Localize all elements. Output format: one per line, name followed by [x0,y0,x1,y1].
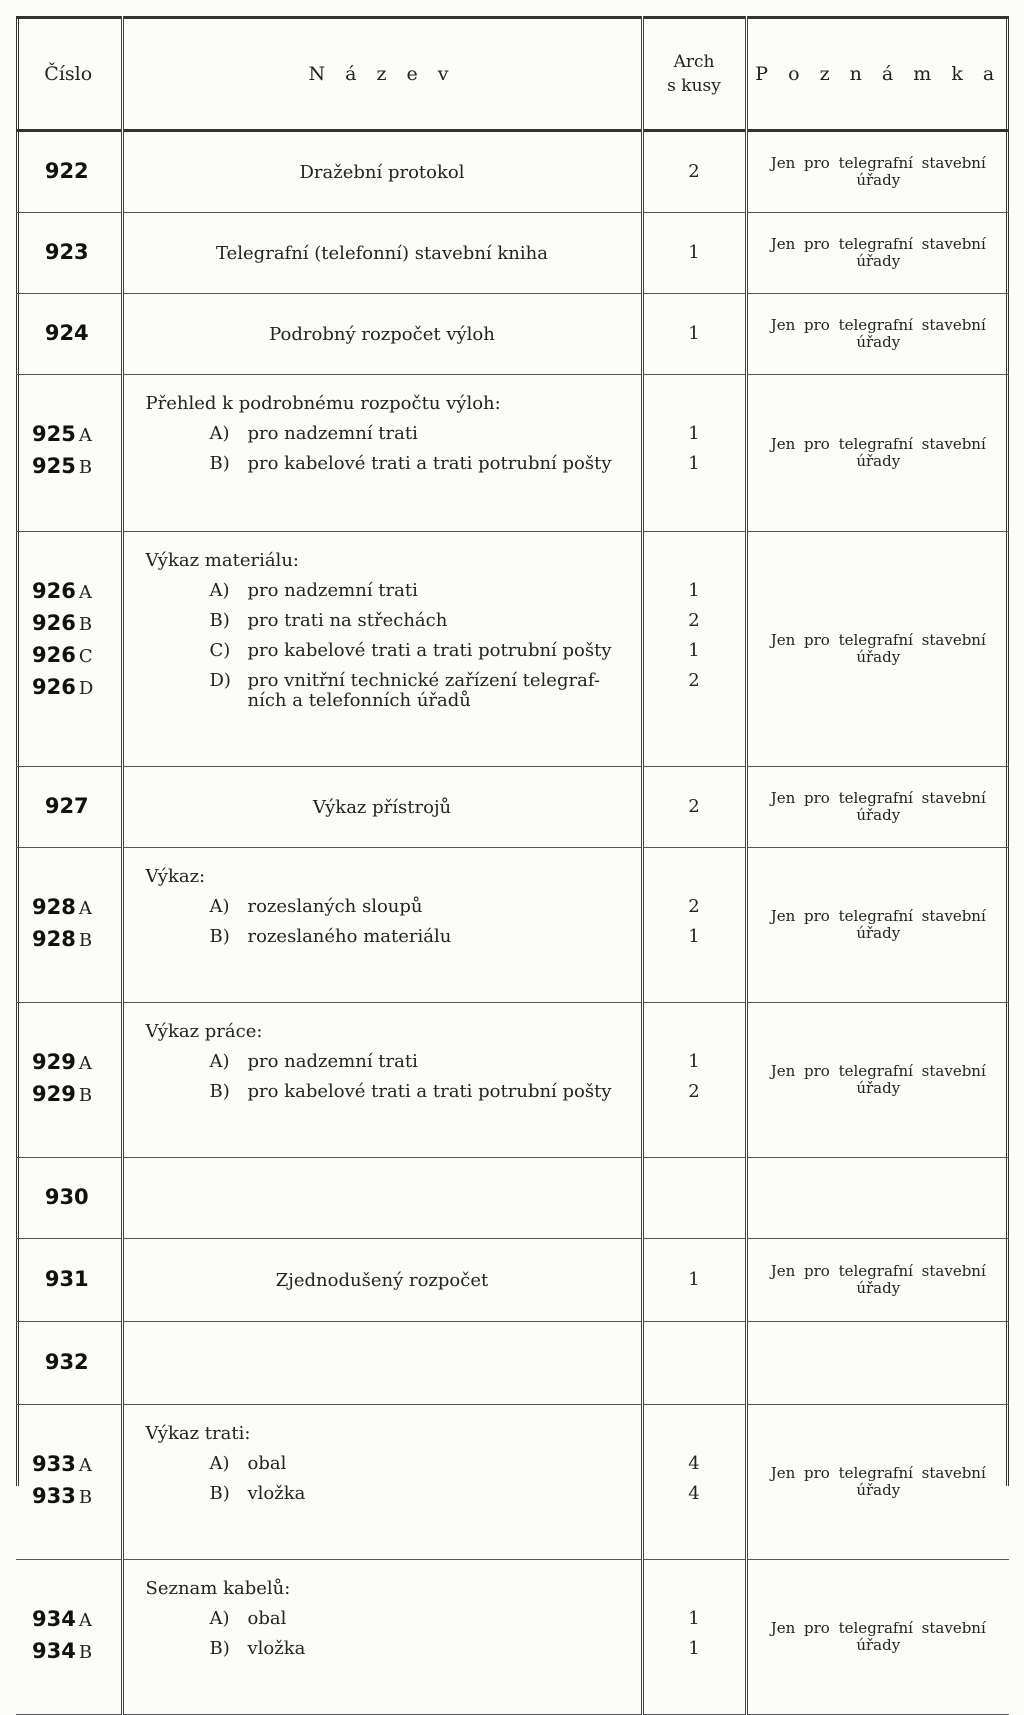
arch-count: 2 [688,161,700,182]
sub-item-text: pro kabelové trati a trati potrubní pošty [247,453,612,474]
form-suffix: A [78,1455,92,1476]
arch-count: 1 [688,580,700,601]
form-code [32,924,121,956]
arch-count-cell [642,532,746,767]
form-code [16,1264,121,1296]
form-number: 929 [32,1082,76,1106]
note-text: Jen pro telegrafní stavební úřady [770,1262,986,1297]
arch-count: 1 [688,1269,700,1290]
note-cell [746,375,1009,532]
note-cell [746,1003,1009,1158]
header-nazev: N á z e v [122,18,642,131]
arch-count: 1 [688,640,700,661]
form-number: 927 [44,794,89,818]
sub-item-text: pro trati na střechách [247,610,448,631]
form-suffix: D [78,678,94,699]
sub-item-label: B) [209,1638,230,1659]
form-number-cell [16,131,122,213]
sub-item [146,576,641,606]
arch-count: 2 [688,670,700,691]
table-row [16,1158,1009,1239]
arch-count: 4 [688,1453,700,1474]
form-name-cell [122,767,642,848]
sub-item-text: obal [247,1608,287,1629]
form-number-cell [16,767,122,848]
arch-count-cell [642,1322,746,1405]
form-code [32,1636,121,1668]
form-number: 934 [32,1607,76,1631]
arch-count-cell [642,131,746,213]
table-row [16,294,1009,375]
form-suffix: A [78,1610,92,1631]
sub-item [146,1604,641,1634]
arch-count-cell [642,375,746,532]
form-number: 933 [32,1484,76,1508]
table-body [16,131,1009,1715]
sub-item [146,892,641,922]
sub-item-label: A) [209,580,230,601]
form-name-cell [122,213,642,294]
form-number: 934 [32,1639,76,1663]
form-name-cell [122,1158,642,1239]
note-cell [746,848,1009,1003]
form-number: 929 [32,1050,76,1074]
arch-count-cell [642,1405,746,1560]
arch-count: 1 [688,242,700,263]
form-code [16,1347,121,1379]
form-suffix: B [78,1487,93,1508]
arch-count-cell [642,848,746,1003]
note-cell [746,1322,1009,1405]
sub-item-text: pro nadzemní trati [247,423,418,444]
sub-item [146,1077,641,1107]
note-cell [746,131,1009,213]
arch-count: 1 [688,323,700,344]
note-cell [746,294,1009,375]
note-text: Jen pro telegrafní stavební úřady [770,1619,986,1654]
form-suffix: B [78,457,93,478]
header-arch-line1: Arch [673,52,715,72]
arch-count: 1 [688,453,700,474]
sub-item-continuation: ních a telefonních úřadů [247,690,471,711]
form-number: 925 [32,422,76,446]
form-code [32,1079,121,1111]
form-name-cell [122,131,642,213]
sub-item [146,1634,641,1664]
sub-item-text: pro nadzemní trati [247,1051,418,1072]
form-code [32,1047,121,1079]
note-text: Jen pro telegrafní stavební úřady [770,631,986,666]
arch-count: 1 [688,926,700,947]
group-title: Výkaz trati: [145,1423,251,1444]
arch-count-cell [642,1003,746,1158]
form-code [16,1182,121,1214]
sub-item [146,419,641,449]
form-code [32,892,121,924]
sub-item-text: rozeslaného materiálu [247,926,452,947]
note-cell [746,1158,1009,1239]
arch-count-cell [642,294,746,375]
arch-count: 1 [688,1608,700,1629]
form-suffix: A [78,1053,92,1074]
note-cell [746,1560,1009,1715]
arch-count: 1 [688,1638,700,1659]
sub-item-label: C) [209,640,231,661]
table-row [16,213,1009,294]
form-code [32,451,121,483]
form-number-cell [16,213,122,294]
sub-item-label: A) [209,1453,230,1474]
sub-item-text: pro nadzemní trati [247,580,418,601]
form-suffix: A [78,582,92,603]
note-text: Jen pro telegrafní stavební úřady [770,1062,986,1097]
sub-item-text: vložka [247,1638,306,1659]
sub-item [146,636,641,666]
sub-item-text: rozeslaných sloupů [247,896,423,917]
arch-count: 1 [688,1051,700,1072]
form-code [16,156,121,188]
sub-item-label: B) [209,1483,230,1504]
sub-item-label: B) [209,610,230,631]
form-number: 933 [32,1452,76,1476]
form-name-cell [122,1405,642,1560]
form-title: Podrobný rozpočet výloh [269,323,495,345]
arch-count: 2 [688,610,700,631]
form-number-cell [16,532,122,767]
form-name-cell [122,1560,642,1715]
sub-item [146,1449,641,1479]
form-number-cell [16,1003,122,1158]
form-number: 922 [44,159,89,183]
form-suffix: B [78,1642,93,1663]
form-number: 926 [32,675,76,699]
table-row [16,767,1009,848]
form-number: 926 [32,579,76,603]
form-number: 925 [32,454,76,478]
form-number: 923 [44,240,89,264]
group-title: Seznam kabelů: [145,1578,291,1599]
arch-count: 2 [688,796,700,817]
group-title: Výkaz: [145,866,206,887]
note-text: Jen pro telegrafní stavební úřady [770,235,986,270]
sub-item-text: vložka [247,1483,306,1504]
group-title: Výkaz materiálu: [145,550,299,571]
arch-count-cell [642,1158,746,1239]
form-code [32,608,121,640]
form-number: 924 [44,321,89,345]
form-suffix: A [78,425,92,446]
form-number: 932 [44,1350,89,1374]
form-code [32,1481,121,1513]
arch-count: 4 [688,1483,700,1504]
sub-item-text: obal [247,1453,287,1474]
form-code [32,640,121,672]
form-code [32,576,121,608]
form-title: Výkaz přístrojů [312,796,452,818]
table-row [16,1322,1009,1405]
header-poznamka: P o z n á m k a [746,18,1009,131]
form-title: Zjednodušený rozpočet [275,1269,489,1291]
form-title: Dražební protokol [299,161,465,183]
arch-count-cell [642,1560,746,1715]
form-number-cell [16,1158,122,1239]
form-code [32,419,121,451]
sub-item [146,449,641,479]
form-number: 928 [32,895,76,919]
header-cislo: Číslo [16,18,122,131]
note-cell [746,1405,1009,1560]
form-name-cell [122,848,642,1003]
sub-item-label: A) [209,1608,230,1629]
form-code [16,791,121,823]
form-name-cell [122,1003,642,1158]
sub-item-text: pro kabelové trati a trati potrubní pošty [247,1081,612,1102]
note-cell [746,213,1009,294]
form-suffix: A [78,898,92,919]
form-suffix: B [78,930,93,951]
note-text: Jen pro telegrafní stavební úřady [770,907,986,942]
forms-table [16,16,1009,1715]
note-cell [746,767,1009,848]
sub-item [146,606,641,636]
arch-count-cell [642,213,746,294]
table-row [16,1239,1009,1322]
form-code [32,672,121,704]
table-row [16,1003,1009,1158]
table-row [16,1405,1009,1560]
sub-item-text: pro vnitřní technické zařízení telegraf- [247,670,600,691]
note-cell [746,532,1009,767]
header-row [16,18,1009,131]
arch-count: 1 [688,423,700,444]
form-name-cell [122,294,642,375]
table-row [16,131,1009,213]
form-number-cell [16,1322,122,1405]
form-name-cell [122,1322,642,1405]
form-suffix: B [78,614,93,635]
sub-item-text: pro kabelové trati a trati potrubní pošty [247,640,612,661]
form-suffix: B [78,1085,93,1106]
form-code [16,237,121,269]
group-title: Výkaz práce: [145,1021,263,1042]
sub-item-label: B) [209,926,230,947]
sub-item [146,1047,641,1077]
form-number-cell [16,1405,122,1560]
note-text: Jen pro telegrafní stavební úřady [770,435,986,470]
form-suffix: C [78,646,93,667]
note-text: Jen pro telegrafní stavební úřady [770,1464,986,1499]
form-number-cell [16,848,122,1003]
note-text: Jen pro telegrafní stavební úřady [770,789,986,824]
form-name-cell [122,532,642,767]
form-number-cell [16,1560,122,1715]
table-row [16,375,1009,532]
sub-item-label: A) [209,1051,230,1072]
header-arch-line2: s kusy [667,76,721,96]
arch-count-cell [642,1239,746,1322]
note-text: Jen pro telegrafní stavební úřady [770,316,986,351]
form-name-cell [122,1239,642,1322]
sub-item-label: D) [209,670,231,691]
group-title: Přehled k podrobnému rozpočtu výloh: [145,393,501,414]
form-number: 931 [44,1267,89,1291]
form-number: 930 [44,1185,89,1209]
form-number-cell [16,375,122,532]
arch-count: 2 [688,896,700,917]
form-number: 926 [32,611,76,635]
arch-count-cell [642,767,746,848]
form-code [16,318,121,350]
form-number: 928 [32,927,76,951]
sub-item [146,922,641,952]
sub-item-label: B) [209,1081,230,1102]
form-number: 926 [32,643,76,667]
form-name-cell [122,375,642,532]
sub-item-label: A) [209,896,230,917]
table-row [16,532,1009,767]
arch-count: 2 [688,1081,700,1102]
form-code [32,1604,121,1636]
table-row [16,848,1009,1003]
form-number-cell [16,294,122,375]
note-cell [746,1239,1009,1322]
sub-item-label: B) [209,453,230,474]
form-title: Telegrafní (telefonní) stavební kniha [216,242,548,264]
note-text: Jen pro telegrafní stavební úřady [770,154,986,189]
header-arch [642,18,746,131]
form-code [32,1449,121,1481]
table-row [16,1560,1009,1715]
form-number-cell [16,1239,122,1322]
sub-item [146,1479,641,1509]
sub-item-label: A) [209,423,230,444]
